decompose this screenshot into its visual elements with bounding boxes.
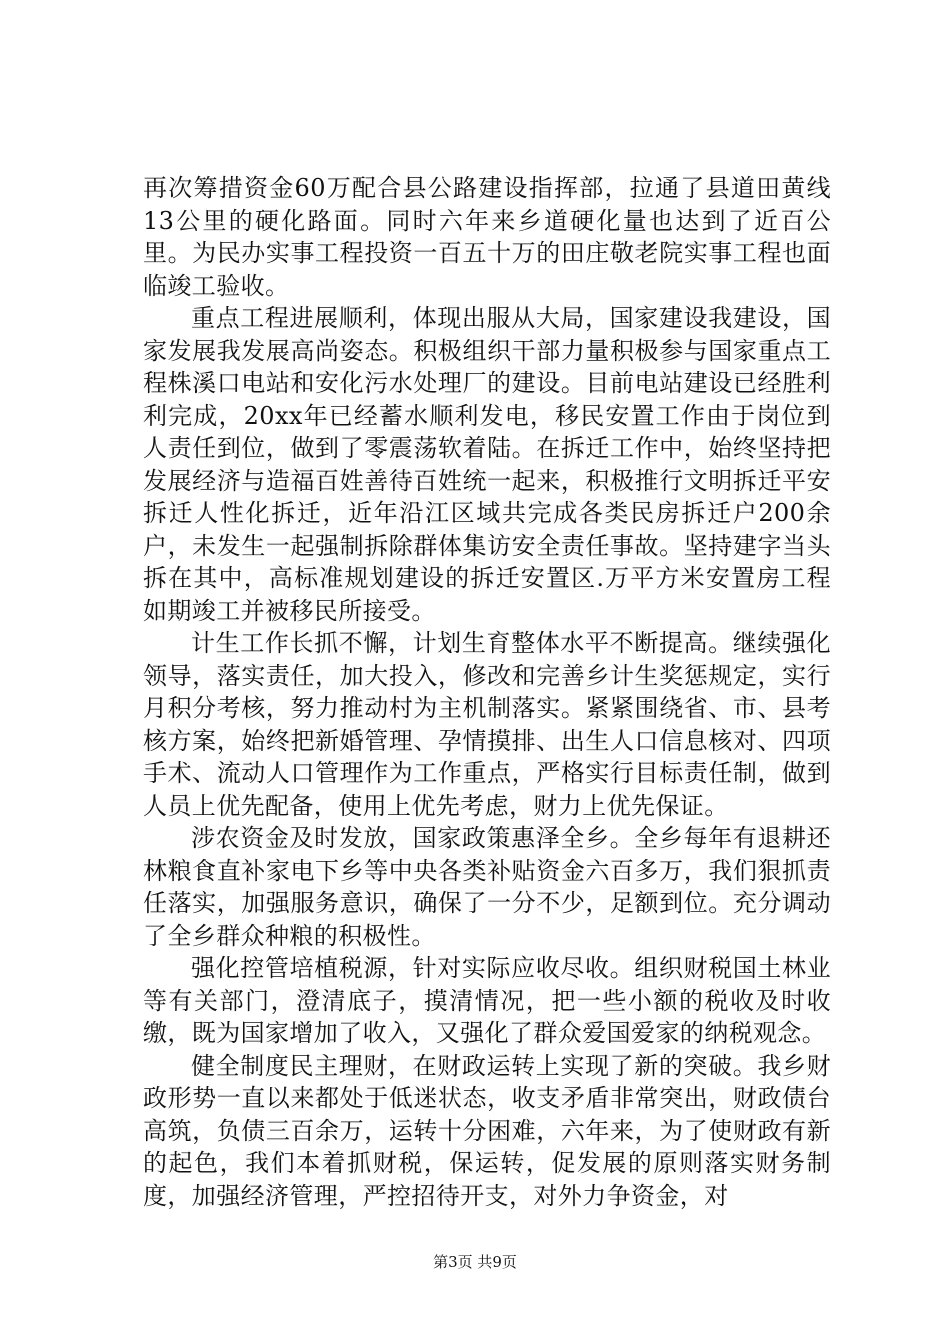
paragraph-financial-management: 健全制度民主理财，在财政运转上实现了新的突破。我乡财政形势一直以来都处于低迷状态，收支矛盾非常突出，财政债台高筑，负债三百余万，运转十分困难，六年来，为了使财政有新的起色，我们本着抓财税，保运转，促发展的原则落实财务制度，加强经济管理，严控招待开支，对外力争资金，对 [143, 1051, 831, 1210]
paragraph-family-planning: 计生工作长抓不懈，计划生育整体水平不断提高。继续强化领导，落实责任，加大投入，修改和完善乡计生奖惩规定，实行月积分考核，努力推动村为主机制落实。紧紧围绕省、市、县考核方案，始终把新婚管理、孕情摸排、出生人口信息核对、四项手术、流动人口管理作为工作重点，严格实行目标责任制，做到人员上优先配备，使用上优先考虑，财力上优先保证。 [143, 629, 831, 820]
page-number-footer: 第3页 共9页 [433, 1253, 517, 1271]
paragraph-continuation: 再次筹措资金60万配合县公路建设指挥部，拉通了县道田黄线13公里的硬化路面。同时六年来乡道硬化量也达到了近百公里。为民办实事工程投资一百五十万的田庄敬老院实事工程也面临竣工验收。 [143, 174, 831, 300]
paragraph-tax-sources: 强化控管培植税源，针对实际应收尽收。组织财税国土林业等有关部门，澄清底子，摸清情况，把一些小额的税收及时收缴，既为国家增加了收入，又强化了群众爱国爱家的纳税观念。 [143, 954, 831, 1047]
paragraph-agricultural-funds: 涉农资金及时发放，国家政策惠泽全乡。全乡每年有退耕还林粮食直补家电下乡等中央各类补贴资金六百多万，我们狠抓责任落实，加强服务意识，确保了一分不少，足额到位。充分调动了全乡群众种粮的积极性。 [143, 824, 831, 950]
paragraph-key-projects: 重点工程进展顺利，体现出服从大局，国家建设我建设，国家发展我发展高尚姿态。积极组织干部力量积极参与国家重点工程株溪口电站和安化污水处理厂的建设。目前电站建设已经胜利利完成，20xx年已经蓄水顺利发电，移民安置工作由于岗位到人责任到位，做到了零震荡软着陆。在拆迁工作中，始终坚持把发展经济与造福百姓善待百姓统一起来，积极推行文明拆迁平安拆迁人性化拆迁，近年沿江区域共完成各类民房拆迁户200余户，未发生一起强制拆除群体集访安全责任事故。坚持建字当头拆在其中，高标准规划建设的拆迁安置区.万平方米安置房工程如期竣工并被移民所接受。 [143, 304, 831, 625]
document-body [143, 172, 831, 1212]
